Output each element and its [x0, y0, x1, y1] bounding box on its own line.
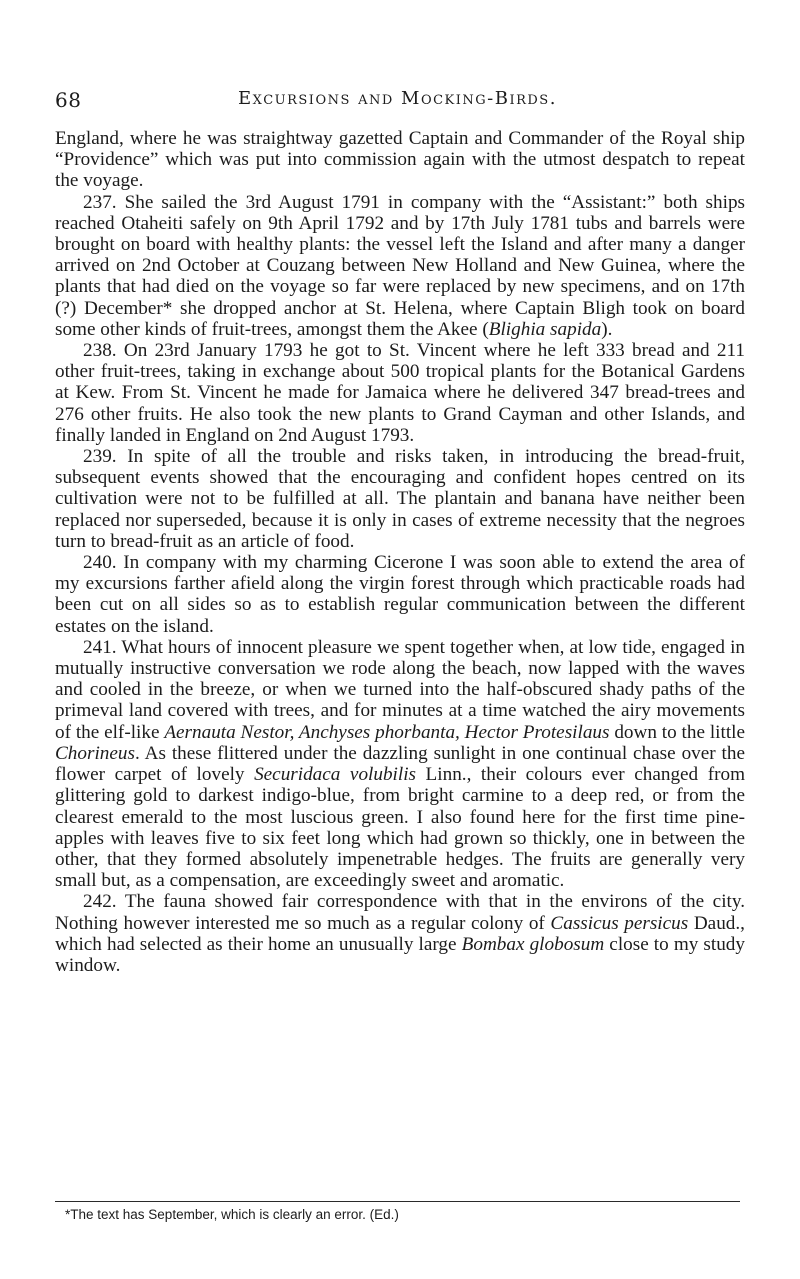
paragraph-text: down to the little — [609, 721, 745, 743]
paragraph-number: 237. — [83, 191, 117, 213]
species-name: Cassicus persicus — [550, 912, 689, 934]
paragraph-241 — [55, 637, 745, 891]
species-name: Chorineus — [55, 742, 135, 764]
paragraph-number: 240. — [83, 552, 117, 574]
paragraph-continued — [55, 128, 745, 192]
page-number: 68 — [55, 88, 82, 112]
paragraph-239 — [55, 446, 745, 552]
paragraph-237 — [55, 192, 745, 340]
paragraph-text: Daud., which had selected as their home an unusually large — [55, 912, 745, 955]
footnote: *The text has September, which is clearly an error. (Ed.) — [65, 1207, 399, 1222]
paragraph-number: 241. — [83, 636, 117, 658]
species-name: Bombax globosum — [461, 933, 605, 955]
species-name: Securidaca volubilis — [254, 764, 417, 786]
body-text — [55, 128, 745, 976]
paragraph-text: On 23rd January 1793 he got to St. Vincent where he left 333 bread and 211 other fruit-trees, taking in exchange about 500 tropical plants for the Botanical Gardens at Kew. From St. Vincent he made for Jamaica where he delivered 347 bread-trees and 276 other fruits. He also took the new plants to Grand Cayman and other Islands, and finally landed in England on 2nd August 1793. — [55, 340, 745, 446]
paragraph-text: ). — [601, 318, 613, 340]
species-name: Aernauta Nestor, Anchyses phorbanta, Hector Protesilaus — [164, 721, 610, 743]
paragraph-text: The fauna showed fair correspondence with that in the environs of the city. Nothing however interested me so much as a regular colony of — [55, 891, 746, 934]
species-name: Blighia sapida — [488, 318, 602, 340]
paragraph-number: 242. — [83, 891, 117, 913]
paragraph-text: Linn., their colours ever changed from glittering gold to darkest indigo-blue, from bright carmine to a deep red, or from the clearest emerald to the most luscious green. I also found here for the first time pine-apples with leaves five to six feet long which had grown so thickly, one in between the other, that they formed absolutely impenetrable hedges. The fruits are generally very small but, as a compensation, are exceedingly sweet and aromatic. — [55, 764, 745, 892]
paragraph-text: close to my study window. — [55, 933, 745, 976]
paragraph-number: 239. — [83, 446, 117, 468]
paragraph-text: In spite of all the trouble and risks taken, in introducing the bread-fruit, subsequent events showed that the encouraging and confident hopes centred on its cultivation were not to be fulfilled at all. The plantain and banana have neither been replaced nor superseded, because it is only in cases of extreme necessity that the negroes turn to bread-fruit as an article of food. — [55, 446, 745, 552]
paragraph-text: What hours of innocent pleasure we spent together when, at low tide, engaged in mutually instructive conversation we rode along the beach, now lapped with the waves and cooled in the breeze, or when we turned into the half-obscured shady paths of the primeval land covered with trees, and for minutes at a time watched the airy movements of the elf-like — [55, 636, 746, 743]
paragraph-text: In company with my charming Cicerone I was soon able to extend the area of my excursions farther afield along the virgin forest through which practicable roads had been cut on all sides so as to establish regular communication between the different estates on the island. — [55, 552, 746, 637]
paragraph-242 — [55, 891, 745, 976]
paragraph-text: England, where he was straightway gazetted Captain and Commander of the Royal ship “Providence” which was put into commission again with the utmost despatch to repeat the voyage. — [55, 128, 745, 192]
running-title: Excursions and Mocking-Birds. — [238, 88, 557, 109]
footnote-divider — [55, 1201, 740, 1202]
paragraph-text: . As these flittered under the dazzling sunlight in one continual chase over the flower carpet of lovely — [55, 742, 745, 786]
paragraph-text: She sailed the 3rd August 1791 in company with the “Assistant:” both ships reached Otaheiti safely on 9th April 1792 and by 17th July 1781 tubs and barrels were brought on board with healthy plants: the vessel left the Island and after many a danger arrived on 2nd October at Couzang between New Holland and New Guinea, where the plants that had died on the voyage so far were replaced by new specimens, and on 17th (?) December* she dropped anchor at St. Helena, where Captain Bligh took on board some other kinds of fruit-trees, amongst them the Akee ( — [55, 191, 746, 340]
paragraph-238 — [55, 340, 745, 446]
running-head — [55, 88, 740, 118]
paragraph-240 — [55, 552, 745, 637]
paragraph-number: 238. — [83, 340, 117, 362]
